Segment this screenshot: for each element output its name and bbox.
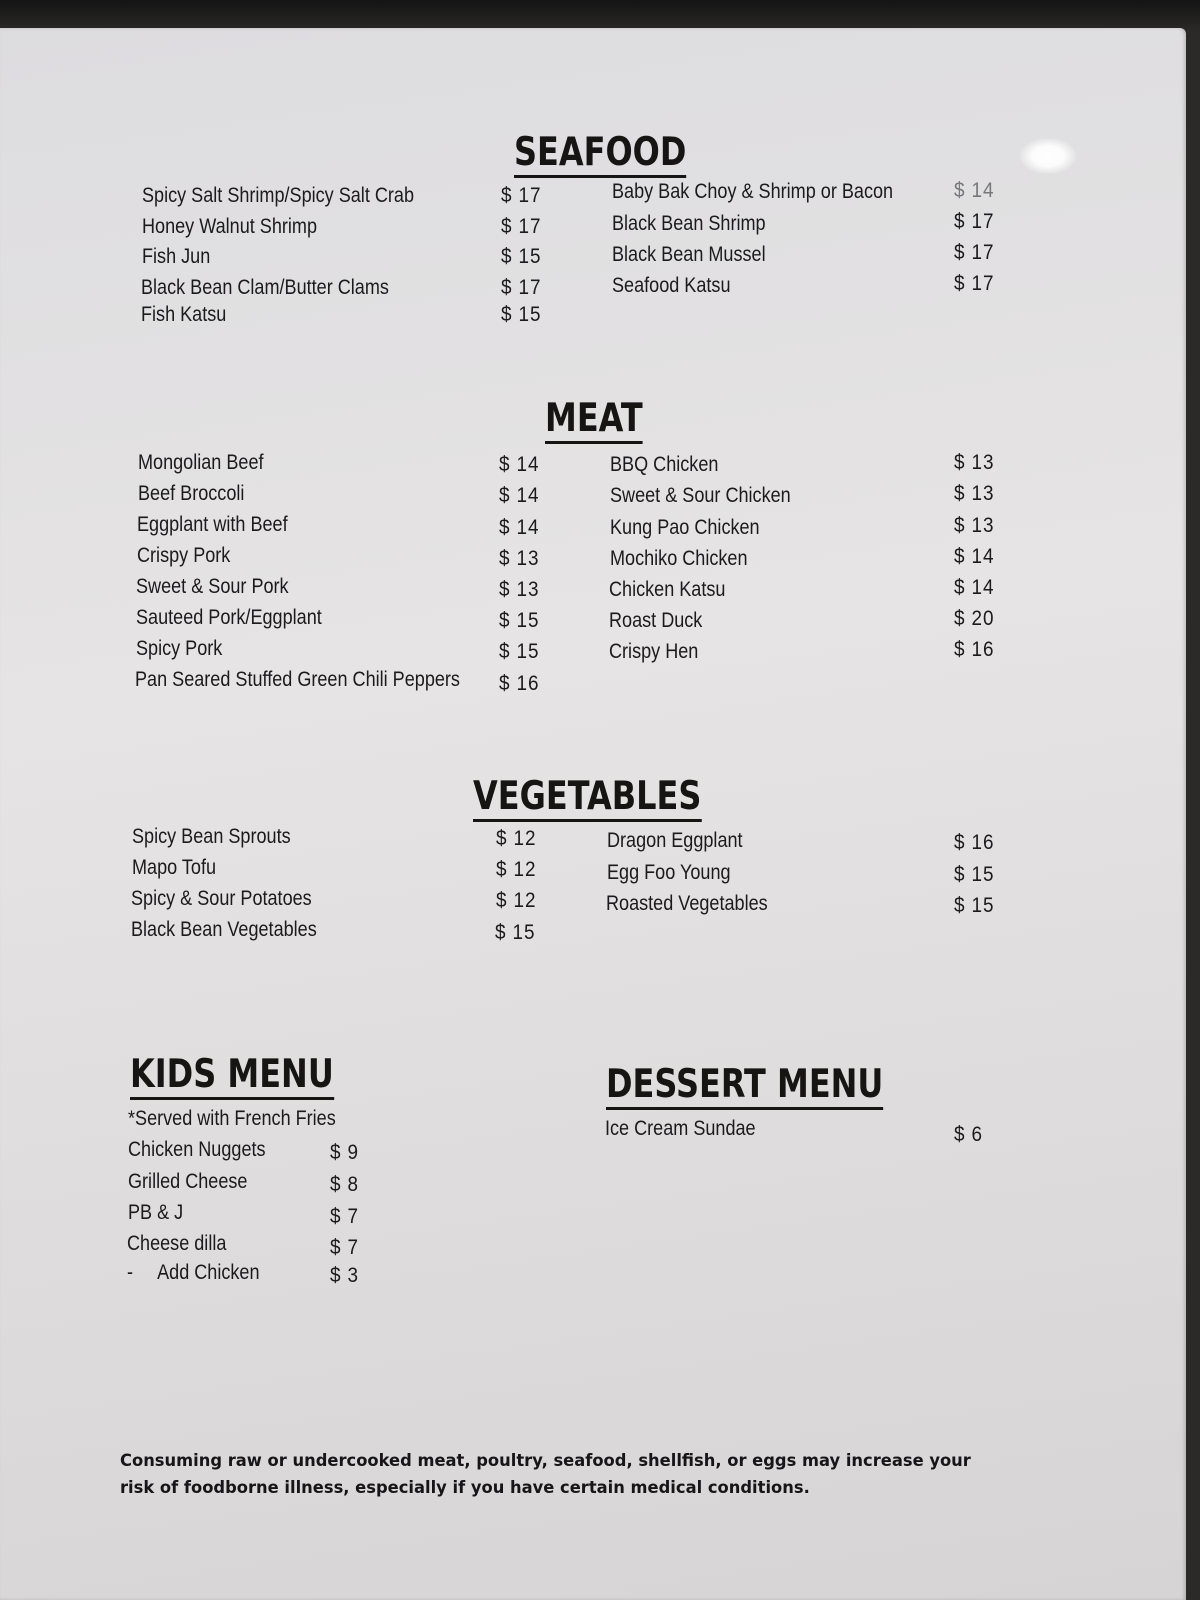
kids-item-price: $ 9 (330, 1141, 359, 1164)
kids-item-price: $ 3 (330, 1264, 359, 1287)
vegetables-item-price: $ 12 (496, 889, 537, 912)
meat-item-price: $ 14 (499, 484, 540, 507)
seafood-item-price: $ 17 (954, 210, 995, 233)
meat-item-name: Kung Pao Chicken (610, 516, 760, 539)
meat-item-name: Pan Seared Stuffed Green Chili Peppers (135, 668, 460, 691)
vegetables-item-name: Egg Foo Young (607, 861, 731, 884)
seafood-item-price: $ 17 (501, 276, 542, 299)
vegetables-item-price: $ 15 (954, 863, 995, 886)
seafood-item-name: Fish Jun (142, 245, 211, 268)
meat-item-name: Eggplant with Beef (137, 513, 288, 536)
meat-item-name: Spicy Pork (136, 637, 223, 660)
kids-item-name: Grilled Cheese (128, 1170, 248, 1193)
meat-item-price: $ 13 (499, 547, 540, 570)
meat-item-price: $ 14 (954, 545, 995, 568)
meat-item-name: Mongolian Beef (138, 451, 264, 474)
meat-item-price: $ 14 (954, 576, 995, 599)
meat-item-price: $ 13 (954, 451, 995, 474)
food-safety-disclaimer: Consuming raw or undercooked meat, poultry, seafood, shellfish, or eggs may increase your risk of foodborne illness, especially if you have certain medical conditions. (120, 1451, 971, 1498)
seafood-heading: SEAFOOD (514, 132, 686, 178)
meat-item-name: Sweet & Sour Pork (136, 575, 289, 598)
vegetables-item-name: Dragon Eggplant (607, 829, 743, 852)
vegetables-item-name: Spicy Bean Sprouts (132, 825, 291, 848)
meat-item-name: Crispy Pork (137, 544, 231, 567)
seafood-item-name: Black Bean Mussel (612, 243, 766, 266)
seafood-item-name: Black Bean Shrimp (612, 212, 766, 235)
meat-item-name: Crispy Hen (609, 640, 699, 663)
vegetables-item-price: $ 15 (495, 921, 536, 944)
kids-item-price: $ 7 (330, 1205, 359, 1228)
vegetables-item-name: Black Bean Vegetables (131, 918, 317, 941)
kids-item-price: $ 7 (330, 1236, 359, 1259)
vegetables-heading: VEGETABLES (473, 776, 701, 822)
seafood-item-name: Honey Walnut Shrimp (142, 215, 317, 238)
seafood-item-price: $ 17 (954, 272, 995, 295)
kids-item-name: Chicken Nuggets (128, 1138, 266, 1161)
seafood-item-name: Seafood Katsu (612, 274, 731, 297)
meat-item-price: $ 16 (954, 638, 995, 661)
dessert-menu-heading: DESSERT MENU (606, 1064, 883, 1110)
seafood-item-name: Spicy Salt Shrimp/Spicy Salt Crab (142, 184, 415, 207)
vegetables-item-price: $ 16 (954, 831, 995, 854)
vegetables-item-price: $ 15 (954, 894, 995, 917)
seafood-item-price: $ 17 (501, 215, 542, 238)
meat-item-price: $ 16 (499, 672, 540, 695)
seafood-item-name: Fish Katsu (141, 303, 227, 326)
seafood-item-name: Baby Bak Choy & Shrimp or Bacon (612, 180, 894, 203)
kids-item-name: - Add Chicken (127, 1261, 260, 1284)
meat-item-price: $ 13 (954, 482, 995, 505)
meat-item-name: Sweet & Sour Chicken (610, 484, 791, 507)
dessert-item-name: Ice Cream Sundae (605, 1117, 756, 1140)
light-glare (1020, 138, 1076, 174)
meat-item-price: $ 15 (499, 640, 540, 663)
meat-item-name: Mochiko Chicken (610, 547, 748, 570)
meat-item-name: Chicken Katsu (609, 578, 726, 601)
meat-item-price: $ 15 (499, 609, 540, 632)
meat-heading: MEAT (545, 398, 643, 444)
vegetables-item-name: Mapo Tofu (132, 856, 217, 879)
seafood-item-price: $ 15 (501, 303, 542, 326)
meat-item-name: Sauteed Pork/Eggplant (136, 606, 322, 629)
meat-item-name: BBQ Chicken (610, 453, 719, 476)
vegetables-item-price: $ 12 (496, 858, 537, 881)
kids-item-name: Cheese dilla (127, 1232, 227, 1255)
meat-item-name: Roast Duck (609, 609, 703, 632)
kids-menu-heading: KIDS MENU (130, 1054, 334, 1100)
seafood-item-price: $ 15 (501, 245, 542, 268)
meat-item-name: Beef Broccoli (138, 482, 245, 505)
meat-item-price: $ 14 (499, 516, 540, 539)
kids-item-name: PB & J (128, 1201, 184, 1224)
meat-item-price: $ 13 (499, 578, 540, 601)
seafood-item-price: $ 17 (501, 184, 542, 207)
kids-menu-subtitle: *Served with French Fries (128, 1107, 336, 1130)
meat-item-price: $ 20 (954, 607, 995, 630)
seafood-item-price: $ 14 (954, 179, 995, 202)
seafood-item-price: $ 17 (954, 241, 995, 264)
meat-item-price: $ 14 (499, 453, 540, 476)
dessert-item-price: $ 6 (954, 1123, 983, 1146)
kids-item-price: $ 8 (330, 1173, 359, 1196)
vegetables-item-name: Spicy & Sour Potatoes (131, 887, 312, 910)
vegetables-item-name: Roasted Vegetables (606, 892, 768, 915)
vegetables-item-price: $ 12 (496, 827, 537, 850)
seafood-item-name: Black Bean Clam/Butter Clams (141, 276, 389, 299)
meat-item-price: $ 13 (954, 514, 995, 537)
